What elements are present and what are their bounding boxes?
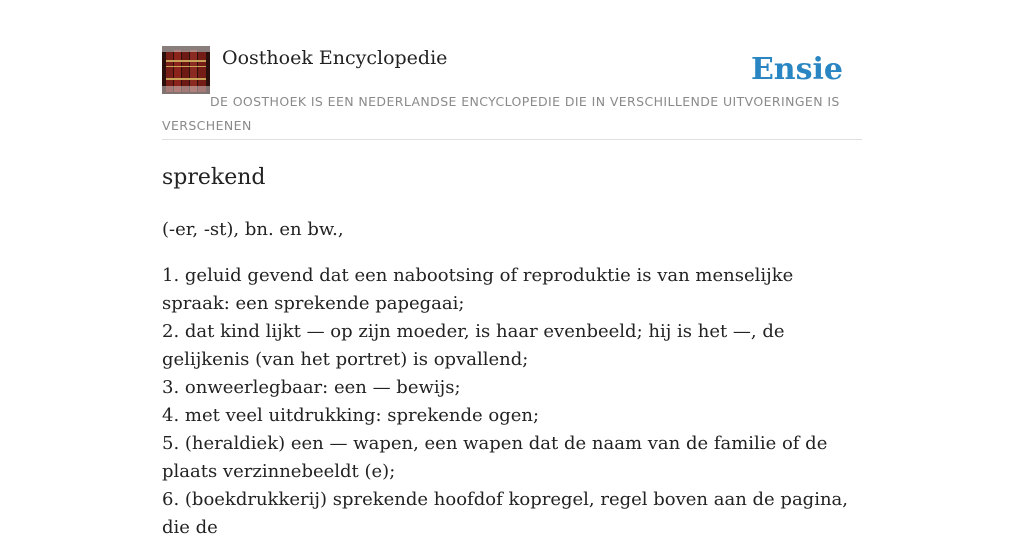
brand-logo[interactable]: Ensie bbox=[750, 52, 843, 87]
definition-item: 1. geluid gevend dat een nabootsing of reproduktie is van menselijke spraak: een sprekende papegaai; bbox=[162, 265, 794, 314]
encyclopedia-books-icon[interactable] bbox=[162, 46, 210, 94]
definition-item: 3. onweerlegbaar: een — bewijs; bbox=[162, 377, 461, 398]
entry-grammar: (-er, -st), bn. en bw., bbox=[162, 219, 344, 240]
site-tagline: DE OOSTHOEK IS EEN NEDERLANDSE ENCYCLOPEDIE DIE IN VERSCHILLENDE UITVOERINGEN IS VERSCHENEN bbox=[162, 94, 840, 133]
definition-item: 5. (heraldiek) een — wapen, een wapen dat de naam van de familie of de plaats verzinnebeeldt (e); bbox=[162, 433, 828, 482]
site-title[interactable]: Oosthoek Encyclopedie bbox=[222, 47, 448, 69]
definition-item: 6. (boekdrukkerij) sprekende hoofdof kopregel, regel boven aan de pagina, die de bbox=[162, 489, 849, 538]
definition-item: 4. met veel uitdrukking: sprekende ogen; bbox=[162, 405, 540, 426]
site-header bbox=[162, 46, 862, 140]
entry-title: sprekend bbox=[162, 165, 266, 190]
definition-list bbox=[162, 262, 862, 542]
definition-item: 2. dat kind lijkt — op zijn moeder, is haar evenbeeld; hij is het —, de gelijkenis (van het portret) is opvallend; bbox=[162, 321, 785, 370]
entry-content bbox=[162, 160, 862, 542]
